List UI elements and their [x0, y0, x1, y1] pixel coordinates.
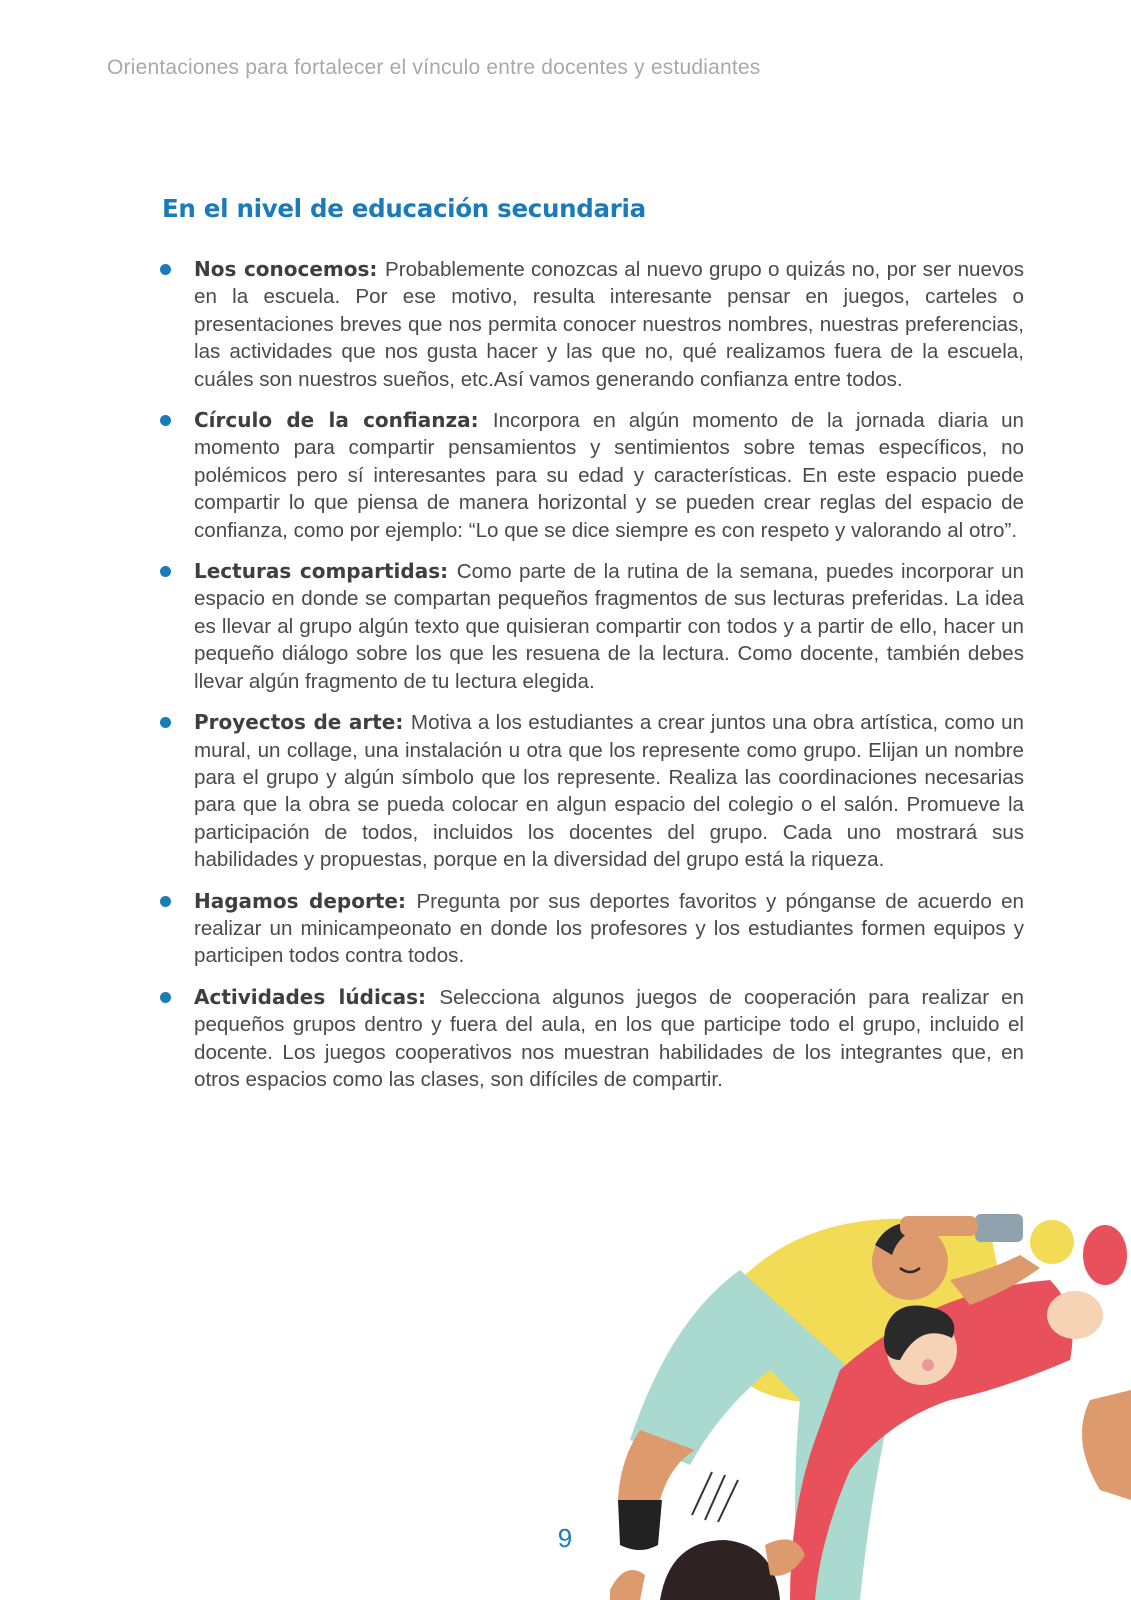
activity-list: [160, 256, 1024, 1107]
bottom-hand-left: [610, 1570, 645, 1600]
bottom-head: [660, 1540, 780, 1600]
activity-item-hagamos-deporte: [160, 888, 1024, 970]
activity-lead: Círculo de la confianza:: [194, 408, 493, 433]
prosthetic-arm: [900, 1216, 978, 1236]
bullet-icon: [160, 264, 171, 275]
page-number: 9: [557, 1523, 573, 1553]
maraca-large: [1083, 1225, 1127, 1285]
activity-text: Como parte de la rutina de la semana, puedes incorporar un espacio en donde se compartan pequeños fragmentos de sus lecturas preferidas. La idea es llevar al grupo algún texto que quisieran compartir con todos y a partir de ello, hacer un pequeño diálogo sobre los que les resuena de la lectura. Como docente, también debes llevar algún fragmento de tu lectura elegida.: [194, 560, 1024, 693]
yellow-ball: [1030, 1220, 1074, 1264]
bullet-icon: [160, 415, 171, 426]
activity-item-nos-conocemos: [160, 256, 1024, 393]
section-title: En el nivel de educación secundaria: [162, 194, 646, 223]
activity-text: Motiva a los estudiantes a crear juntos una obra artística, como un mural, un collage, una instalación u otra que los represente como grupo. Elijan un nombre para el grupo y algún símbolo que los represente. Realiza las coordinaciones necesarias para que la obra se pueda colocar en algun espacio del colegio o el salón. Promueve la participación de todos, incluidos los docentes del grupo. Cada uno mostrará sus habilidades y propuestas, porque en la diversidad del grupo está la riqueza.: [194, 711, 1024, 872]
activity-text: Selecciona algunos juegos de cooperación para realizar en pequeños grupos dentro y fuera del aula, en los que participe todo el grupo, incluido el docente. Los juegos cooperativos nos muestran habilidades de los integrantes que, en otros espacios como las clases, son difíciles de compartir.: [194, 985, 1025, 1091]
bullet-icon: [160, 992, 171, 1003]
activity-item-actividades-ludicas: [160, 984, 1024, 1094]
girl-cheek: [922, 1359, 934, 1371]
activity-lead: Actividades lúdicas:: [194, 984, 440, 1009]
bullet-icon: [160, 896, 171, 907]
activity-item-circulo-confianza: [160, 407, 1024, 544]
prosthetic-hand: [975, 1214, 1023, 1242]
activity-lead: Proyectos de arte:: [194, 710, 411, 735]
activity-item-lecturas-compartidas: [160, 558, 1024, 695]
hand-right: [1047, 1291, 1103, 1339]
maraca-handle: [950, 1311, 985, 1319]
activity-lead: Lecturas compartidas:: [194, 559, 457, 584]
shoe: [618, 1500, 662, 1550]
activity-lead: Nos conocemos:: [194, 257, 385, 281]
bullet-icon: [160, 717, 171, 728]
running-header: Orientaciones para fortalecer el vínculo entre docentes y estudiantes: [107, 56, 761, 79]
figure-right-arm: [1082, 1390, 1131, 1500]
maraca-small: [980, 1304, 1020, 1326]
motion-lines: [692, 1472, 738, 1522]
activity-item-proyectos-arte: [160, 709, 1024, 873]
activity-text: Incorpora en algún momento de la jornada diaria un momento para compartir pensamientos y sentimientos sobre temas específicos, no polémicos pero sí interesantes para su edad y características. En este espacio puede compartir lo que piensa de manera horizontal y se pueden crear reglas del espacio de confianza, como por ejemplo: “Lo que se dice siempre es con respeto y valorando al otro”.: [194, 409, 1024, 542]
children-illustration: [600, 1210, 1131, 1600]
bullet-icon: [160, 566, 171, 577]
activity-lead: Hagamos deporte:: [194, 888, 417, 913]
activity-text: Pregunta por sus deportes favoritos y pónganse de acuerdo en realizar un minicampeonato en donde los profesores y los estudiantes formen equipos y participen todos contra todos.: [194, 889, 1024, 968]
activity-text: Probablemente conozcas al nuevo grupo o quizás no, por ser nuevos en la escuela. Por ese motivo, resulta interesante pensar en juegos, carteles o presentaciones breves que nos permita conocer nuestros nombres, nuestras preferencias, las actividades que nos gusta hacer y las que no, qué realizamos fuera de la escuela, cuáles son nuestros sueños, etc.Así vamos generando confianza entre todos.: [194, 258, 1024, 391]
